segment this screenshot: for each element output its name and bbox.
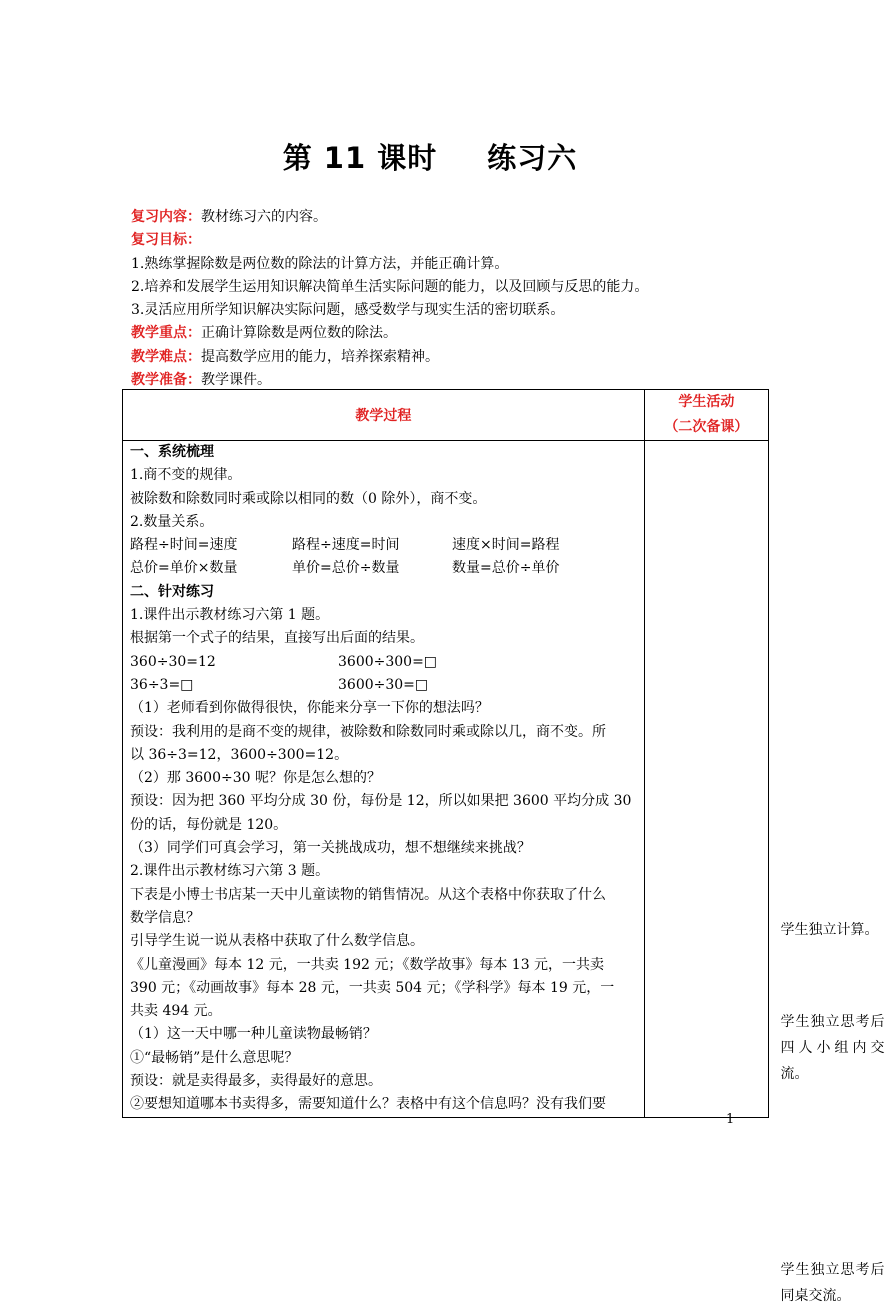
meta-label: 教学准备： [131,372,201,389]
student-activity-column [644,441,885,1304]
relation-item: 数量=总价÷单价 [452,560,560,577]
calc-item: 360÷30=12 [130,653,216,670]
page-title [0,136,860,177]
meta-text: 教材练习六的内容。 [201,209,327,225]
text-line: （1）这一天中哪一种儿童读物最畅销？ [130,1026,377,1043]
calc-row [130,651,637,674]
meta-line [131,206,771,229]
meta-line [131,322,771,345]
meta-text: 1.熟练掌握除数是两位数的除法的计算方法，并能正确计算。 [131,255,509,272]
text-line: 2.课件出示教材练习六第 3 题。 [130,863,330,880]
text-line: 引导学生说一说从表格中获取了什么数学信息。 [130,933,424,950]
text-line: 共卖 494 元。 [130,1003,222,1020]
text-line: 以 36÷3=12，3600÷300=12。 [130,746,349,763]
header-right-line1: 学生活动 [678,394,735,410]
student-note: 学生独立思考后同桌交流。 [780,1261,885,1304]
calc-item: 3600÷300=□ [338,653,438,670]
meta-text: 3.灵活应用所学知识解决实际问题，感受数学与现实生活的密切联系。 [131,302,565,319]
text-line: 预设：就是卖得最多，卖得最好的意思。 [130,1073,382,1090]
relation-item: 单价=总价÷数量 [292,560,400,577]
relation-row [130,534,637,557]
relation-item: 总价=单价×数量 [130,560,238,577]
text-line: 被除数和除数同时乘或除以相同的数（0 除外），商不变。 [130,490,487,507]
text-line: （1）老师看到你做得很快，你能来分享一下你的想法吗？ [130,700,489,717]
meta-line [131,276,771,299]
calc-item: 36÷3=□ [130,676,194,693]
lesson-meta [131,206,771,392]
text-line: 数学信息？ [130,909,200,926]
text-line: 《儿童漫画》每本 12 元，一共卖 192 元；《数学故事》每本 13 元，一共卖 [130,956,605,973]
relation-item: 速度×时间=路程 [452,537,560,554]
text-line: （3）同学们可真会学习，第一关挑战成功，想不想继续来挑战？ [130,840,531,857]
meta-line [131,253,771,276]
text-line: 下表是小博士书店某一天中儿童读物的销售情况。从这个表格中你获取了什么 [130,886,606,903]
header-student-activity [644,390,768,441]
meta-text: 2.培养和发展学生运用知识解决简单生活实际问题的能力，以及回顾与反思的能力。 [131,278,649,295]
text-line: 根据第一个式子的结果，直接写出后面的结果。 [130,630,424,647]
calc-item: 3600÷30=□ [338,676,429,693]
meta-line [131,346,771,369]
relation-item: 路程÷时间=速度 [130,537,238,554]
meta-line [131,299,771,322]
header-teaching-process [123,390,645,441]
text-line: 390 元；《动画故事》每本 28 元，一共卖 504 元；《学科学》每本 19 元，一 [130,979,615,996]
meta-label: 教学重点： [131,325,201,342]
text-line: 1.商不变的规律。 [130,467,242,484]
meta-text: 提高数学应用的能力，培养探索精神。 [201,348,439,365]
section-heading: 二、针对练习 [130,583,214,600]
text-line: 预设：因为把 360 平均分成 30 份，每份是 12，所以如果把 3600 平均分成 30 [130,793,632,810]
text-line: 1.课件出示教材练习六第 1 题。 [130,607,330,624]
relation-row [130,557,637,580]
text-line: 预设：我利用的是商不变的规律，被除数和除数同时乘或除以几，商不变。所 [130,723,606,740]
text-line: 2.数量关系。 [130,513,214,530]
section-heading: 一、系统梳理 [130,444,214,460]
header-right-line2: （二次备课） [664,419,749,435]
lesson-table [122,389,885,1304]
student-note: 学生独立计算。 [780,921,879,938]
meta-label: 教学难点： [131,348,201,365]
meta-line [131,229,771,252]
calc-row [130,674,637,697]
text-line: ①“最畅销”是什么意思呢？ [130,1049,299,1066]
student-note: 学生独立思考后四人小组内交流。 [780,1013,885,1082]
title-part1: 第 11 课时 [282,141,438,175]
relation-item: 路程÷速度=时间 [292,537,400,554]
text-line: ②要想知道哪本书卖得多，需要知道什么？表格中有这个信息吗？没有我们要 [130,1096,606,1113]
meta-text: 正确计算除数是两位数的除法。 [201,325,397,342]
page-number: 1 [726,1112,735,1127]
title-part2: 练习六 [487,141,578,175]
meta-label: 复习内容： [131,209,201,225]
meta-label: 复习目标： [131,232,201,249]
header-left-label: 教学过程 [355,408,412,424]
text-line: 份的话，每份就是 120。 [130,816,288,833]
meta-text: 教学课件。 [201,372,271,389]
teaching-content [123,441,645,1118]
text-line: （2）那 3600÷30 呢？你是怎么想的？ [130,770,381,787]
